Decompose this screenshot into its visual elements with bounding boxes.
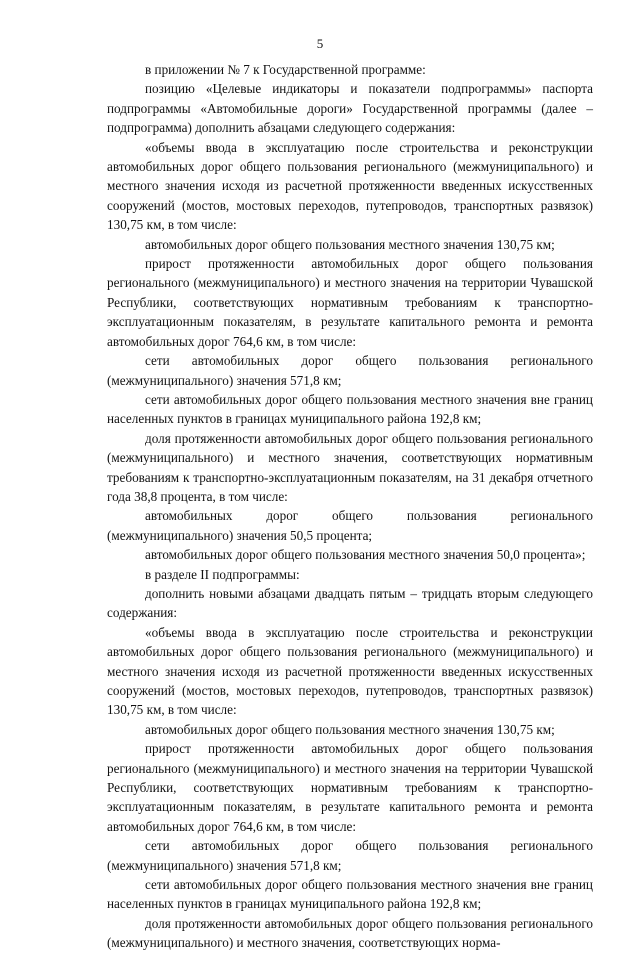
paragraph: прирост протяженности автомобильных дорог общего пользования регионального (межмуниципального) и местного значения на территории Чувашской Республики, соответствующих нормативным требованиям к транспортно-эксплуатационным показателям, в результате капитального ремонта и ремонта автомобильных дорог 764,6 км, в том числе: <box>107 256 593 349</box>
paragraph: автомобильных дорог общего пользования местного значения 130,75 км; <box>145 721 555 737</box>
document-body <box>107 60 593 953</box>
paragraph: дополнить новыми абзацами двадцать пятым – тридцать вторым следующего содержания: <box>107 585 593 621</box>
paragraph: доля протяженности автомобильных дорог общего пользования регионального (межмуниципального) и местного значения, соответствующих норма- <box>107 915 593 951</box>
paragraph: автомобильных дорог общего пользования местного значения 50,0 процента»; <box>145 547 586 563</box>
paragraph: в разделе II подпрограммы: <box>145 566 300 582</box>
paragraph: автомобильных дорог общего пользования местного значения 130,75 км; <box>145 236 555 252</box>
paragraph: автомобильных дорог общего пользования регионального (межмуниципального) значения 50,5 процента; <box>107 508 593 543</box>
page-number: 5 <box>316 36 324 51</box>
paragraph: сети автомобильных дорог общего пользования местного значения вне границ населенных пунктов в границах муниципального района 192,8 км; <box>107 391 593 427</box>
paragraph: доля протяженности автомобильных дорог общего пользования регионального (межмуниципального) и местного значения, соответствующих нормативным требованиям к транспортно-эксплуатационным показателям, на 31 декабря отчетного года 38,8 процента, в том числе: <box>107 430 593 504</box>
paragraph: в приложении № 7 к Государственной программе: <box>145 62 426 77</box>
paragraph: «объемы ввода в эксплуатацию после строительства и реконструкции автомобильных дорог общего пользования регионального (межмуниципального) и местного значения исходя из расчетной протяженности введенных искусственных сооружений (мостов, мостовых переходов, путепроводов, транспортных развязок) 130,75 км, в том числе: <box>107 624 593 718</box>
paragraph: сети автомобильных дорог общего пользования местного значения вне границ населенных пунктов в границах муниципального района 192,8 км; <box>107 877 593 912</box>
paragraph: сети автомобильных дорог общего пользования регионального (межмуниципального) значения 571,8 км; <box>107 838 593 873</box>
paragraph: сети автомобильных дорог общего пользования регионального (межмуниципального) значения 571,8 км; <box>107 353 593 388</box>
paragraph: прирост протяженности автомобильных дорог общего пользования регионального (межмуниципального) и местного значения на территории Чувашской Республики, соответствующих нормативным требованиям к транспортно-эксплуатационным показателям, в результате капитального ремонта и ремонта автомобильных дорог 764,6 км, в том числе: <box>107 741 593 834</box>
paragraph: «объемы ввода в эксплуатацию после строительства и реконструкции автомобильных дорог общего пользования регионального (межмуниципального) и местного значения исходя из расчетной протяженности введенных искусственных сооружений (мостов, мостовых переходов, путепроводов, транспортных развязок) 130,75 км, в том числе: <box>107 139 593 233</box>
paragraph: позицию «Целевые индикаторы и показатели подпрограммы» паспорта подпрограммы «Автомобильные дороги» Государственной программы (далее – подпрограмма) дополнить абзацами следующего содержания: <box>107 81 593 136</box>
